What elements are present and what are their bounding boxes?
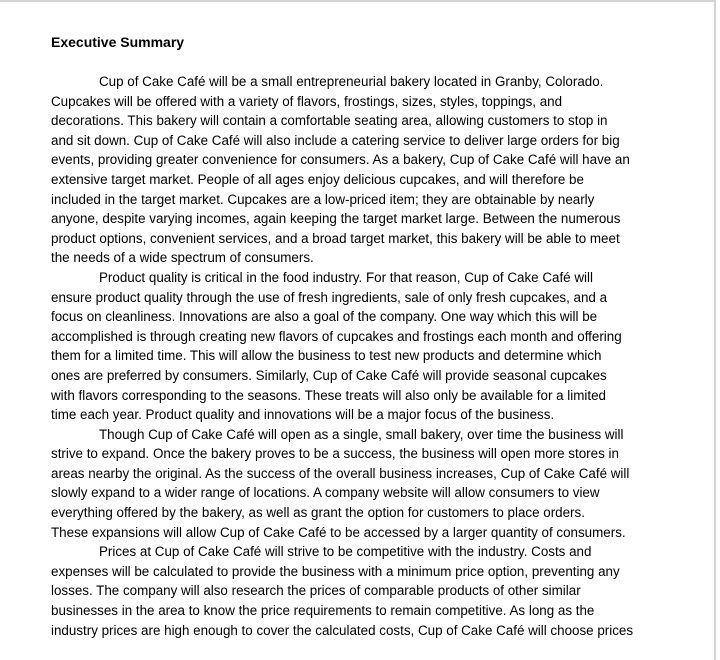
text-line: accomplished is through creating new flavors of cupcakes and frostings each month and offering — [51, 328, 622, 344]
text-line: Cup of Cake Café will be a small entrepreneurial bakery located in Granby, Colorado. — [99, 74, 604, 89]
text-line: ones are preferred by consumers. Similarly, Cup of Cake Café will provide seasonal cupcakes — [51, 367, 607, 383]
text-line: everything offered by the bakery, as well as grant the option for customers to place orders. — [51, 505, 585, 521]
section-heading: Executive Summary — [51, 34, 185, 50]
text-line: Though Cup of Cake Café will open as a single, small bakery, over time the business will — [99, 426, 624, 442]
text-line: Product quality is critical in the food industry. For that reason, Cup of Cake Café will — [99, 269, 593, 285]
text-line: businesses in the area to know the price requirements to remain competitive. As long as the — [51, 603, 595, 619]
text-line: extensive target market. People of all ages enjoy delicious cupcakes, and will therefore be — [51, 171, 584, 187]
text-line: Prices at Cup of Cake Café will strive to be competitive with the industry. Costs and — [99, 544, 592, 560]
text-line: industry prices are high enough to cover the calculated costs, Cup of Cake Café will choose prices — [51, 622, 634, 638]
text-line: product options, convenient services, and a broad target market, this bakery will be able to meet — [51, 230, 620, 246]
text-line: focus on cleanliness. Innovations are also a goal of the company. One way which this will be — [51, 309, 598, 325]
text-line: ensure product quality through the use of fresh ingredients, sale of only fresh cupcakes, and a — [51, 289, 608, 305]
text-line: decorations. This bakery will contain a comfortable seating area, allowing customers to stop in — [51, 113, 608, 129]
text-line: anyone, despite varying incomes, again keeping the target market large. Between the numerous — [51, 211, 621, 227]
paragraph — [51, 425, 633, 543]
text-line: with flavors corresponding to the seasons. These treats will also only be available for a limited — [51, 387, 607, 403]
text-line: the needs of a wide spectrum of consumers. — [51, 250, 314, 266]
document-body — [51, 72, 633, 640]
text-line: time each year. Product quality and innovations will be a major focus of the business. — [51, 407, 555, 423]
text-line: losses. The company will also research the prices of comparable products of other similar — [51, 583, 581, 599]
text-line: slowly expand to a wider range of locations. A company website will allow consumers to view — [51, 485, 600, 501]
text-line: included in the target market. Cupcakes are a low-priced item; they are obtainable by nearly — [51, 191, 595, 207]
text-line: events, providing greater convenience for consumers. As a bakery, Cup of Cake Café will have an — [51, 152, 630, 168]
text-line: them for a limited time. This will allow the business to test new products and determine which — [51, 348, 602, 364]
text-line: areas nearby the original. As the success of the overall business increases, Cup of Cake Café will — [51, 465, 630, 481]
text-line: and sit down. Cup of Cake Café will also include a catering service to deliver large orders for big — [51, 132, 620, 148]
paragraph — [51, 542, 633, 640]
text-line: Cupcakes will be offered with a variety of flavors, frostings, sizes, styles, toppings, and — [51, 93, 563, 109]
text-line: strive to expand. Once the bakery proves to be a success, the business will open more stores in — [51, 446, 619, 462]
text-line: expenses will be calculated to provide the business with a minimum price option, preventing any — [51, 563, 620, 579]
paragraph — [51, 268, 633, 425]
text-line: These expansions will allow Cup of Cake Café to be accessed by a larger quantity of consumers. — [51, 524, 626, 540]
paragraph — [51, 72, 633, 268]
